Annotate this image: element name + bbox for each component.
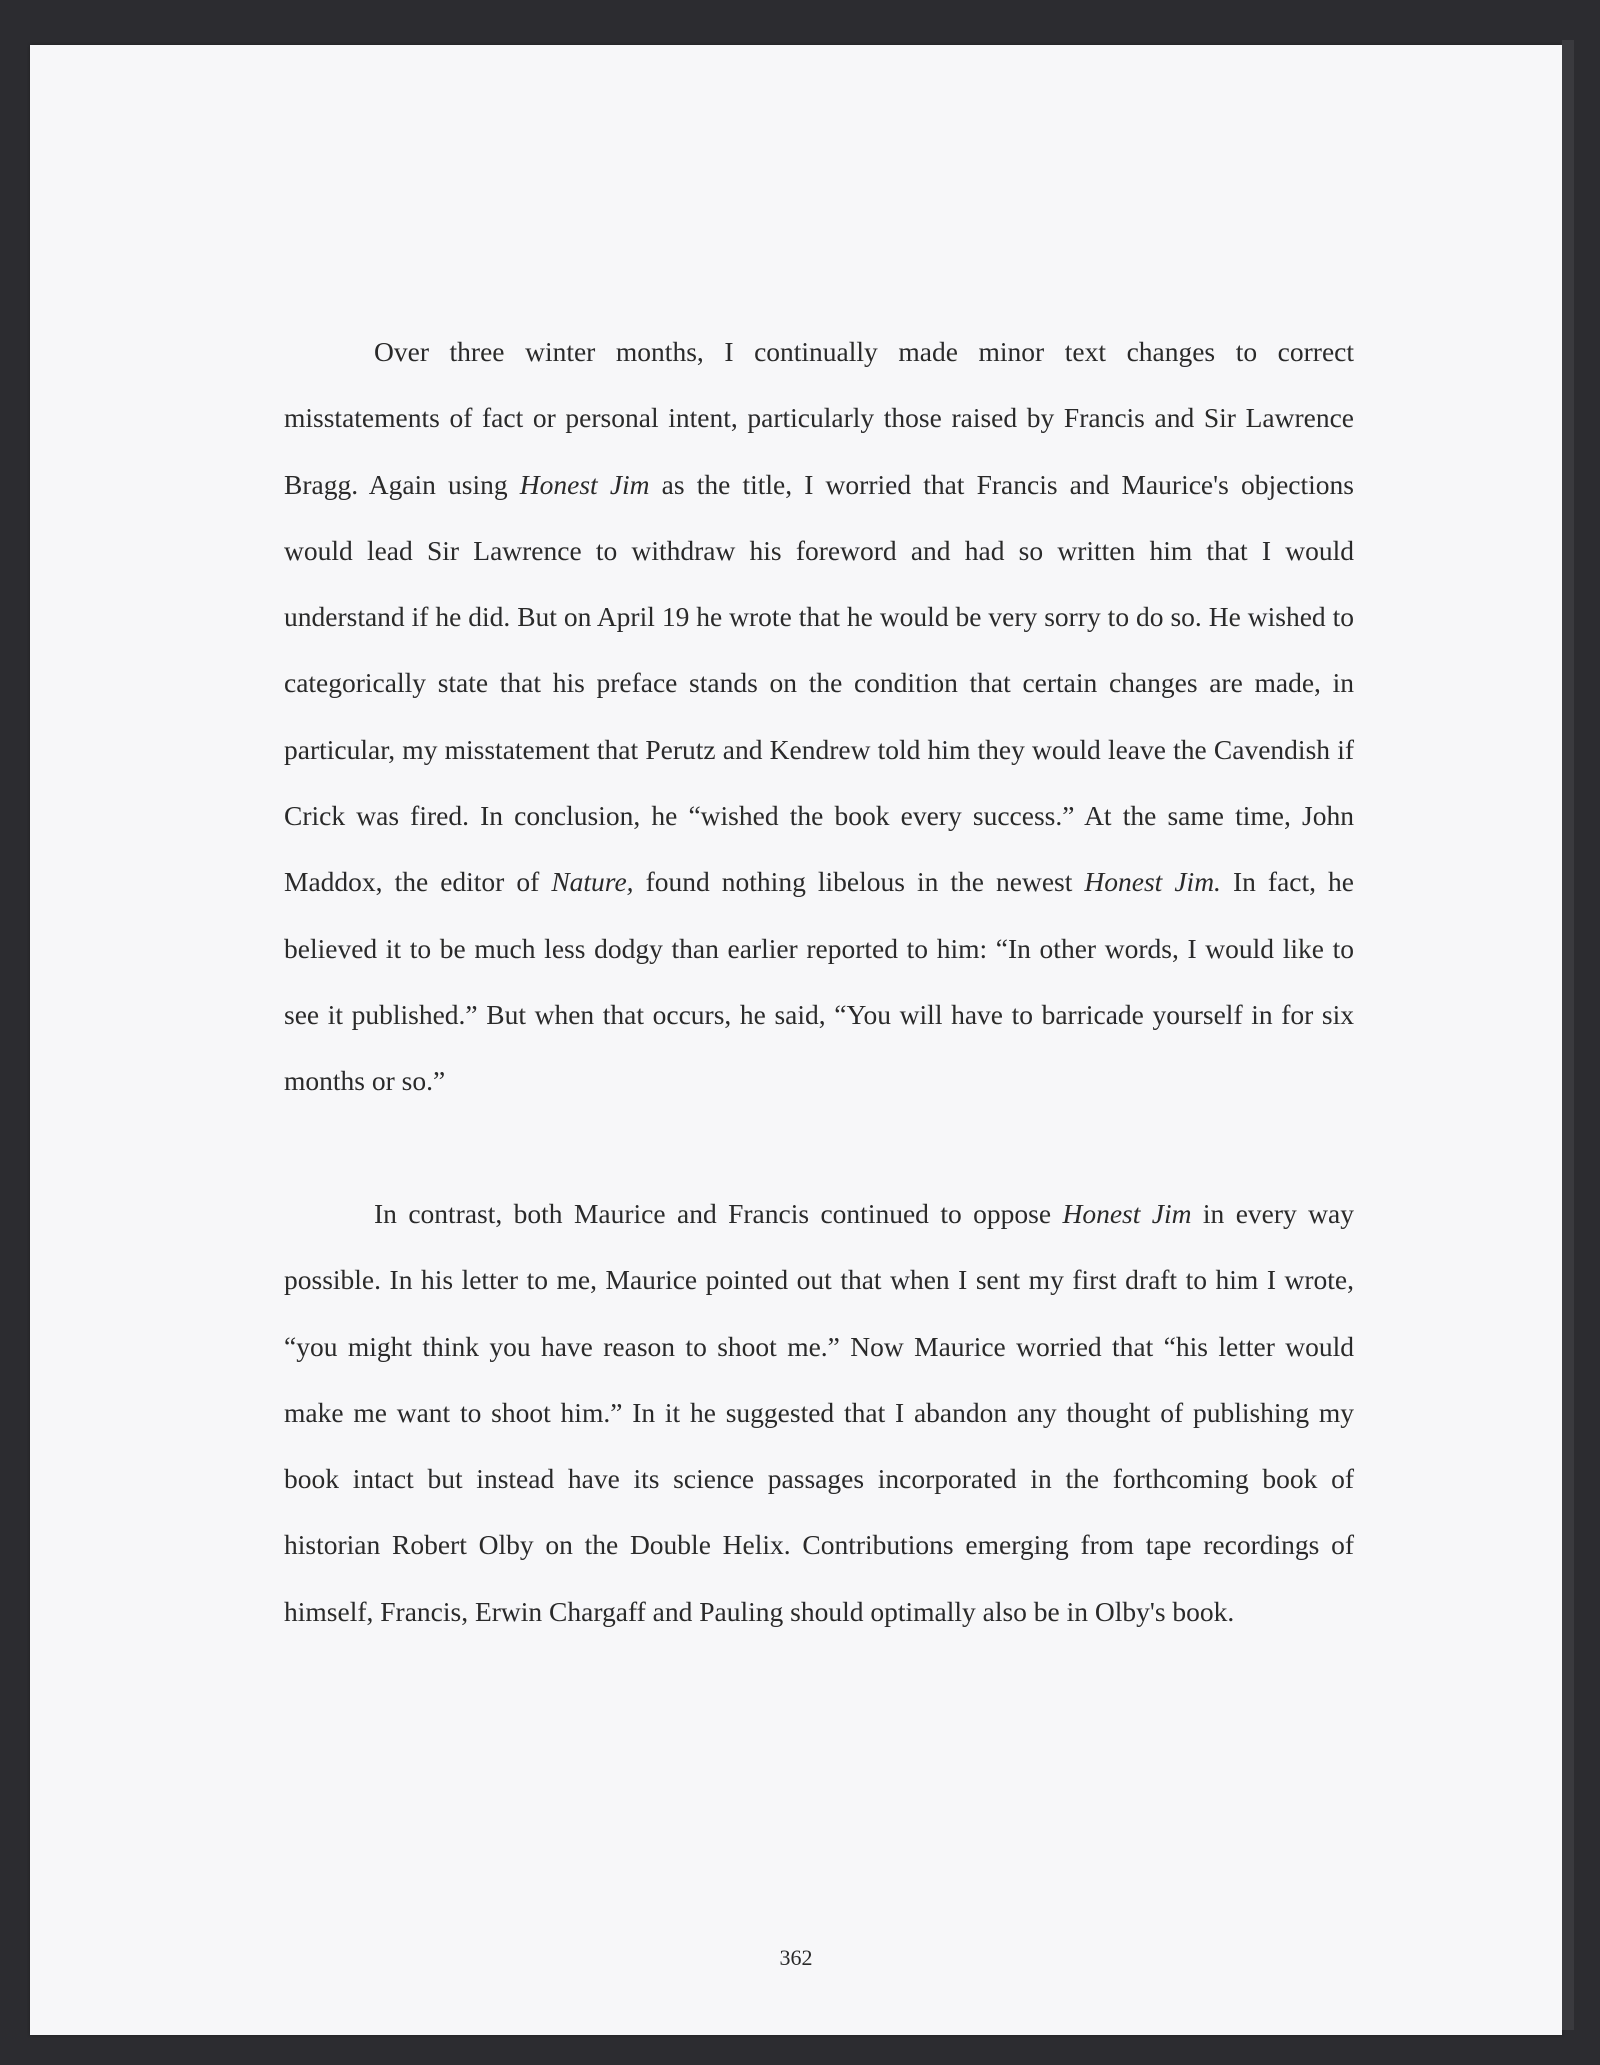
paragraph-1-title-nature: Nature, [551, 866, 634, 898]
paragraph-1-segment-7: In fact, he believed it to be much less dodgy than earlier reported to him: “In other words, I would like to see it published.” But when that occurs, he said, “You will have to barricade yourself in for six months or so.” [284, 866, 1354, 1097]
paragraph-1-segment-5: found nothing libelous in the newest [633, 866, 1085, 898]
paragraph-2-segment-1: In contrast, both Maurice and Francis continued to oppose [374, 1198, 1063, 1229]
paragraph-2-title-honest-jim: Honest Jim [1062, 1198, 1192, 1229]
paragraph-1-segment-1: Over three winter months, I continually made minor text changes to correct misstatements of fact or personal intent, particularly those raised by Francis and Sir Lawrence Bragg. Again using [284, 336, 1354, 500]
scan-edge [1562, 40, 1574, 2030]
paragraph-1-title-honest-jim-2: Honest Jim. [1084, 866, 1221, 898]
page-number: 362 [779, 1945, 813, 1970]
paragraph-2 [284, 1181, 1354, 1645]
paragraph-1-segment-3: as the title, I worried that Francis and Maurice's objections would lead Sir Lawrence to withdraw his foreword and had so written him that I would understand if he did. But on April 19 he wrote that he would be very sorry to do so. He wished to categorically state that his preface stands on the condition that certain changes are made, in particular, my misstatement that Perutz and Kendrew told him they would leave the Cavendish if Crick was fired. In conclusion, he “wished the book every success.” At the same time, John Maddox, the editor of [284, 468, 1354, 898]
paragraph-1 [284, 319, 1354, 1115]
paragraph-1-title-honest-jim: Honest Jim [519, 468, 650, 500]
paragraph-2-segment-3: in every way possible. In his letter to me, Maurice pointed out that when I sent my first draft to him I wrote, “you might think you have reason to shoot me.” Now Maurice worried that “his letter would make me want to shoot him.” In it he suggested that I abandon any thought of publishing my book intact but instead have its science passages incorporated in the forthcoming book of historian Robert Olby on the Double Helix. Contributions emerging from tape recordings of himself, Francis, Erwin Chargaff and Pauling should optimally also be in Olby's book. [284, 1198, 1354, 1627]
document-page [30, 45, 1562, 2035]
